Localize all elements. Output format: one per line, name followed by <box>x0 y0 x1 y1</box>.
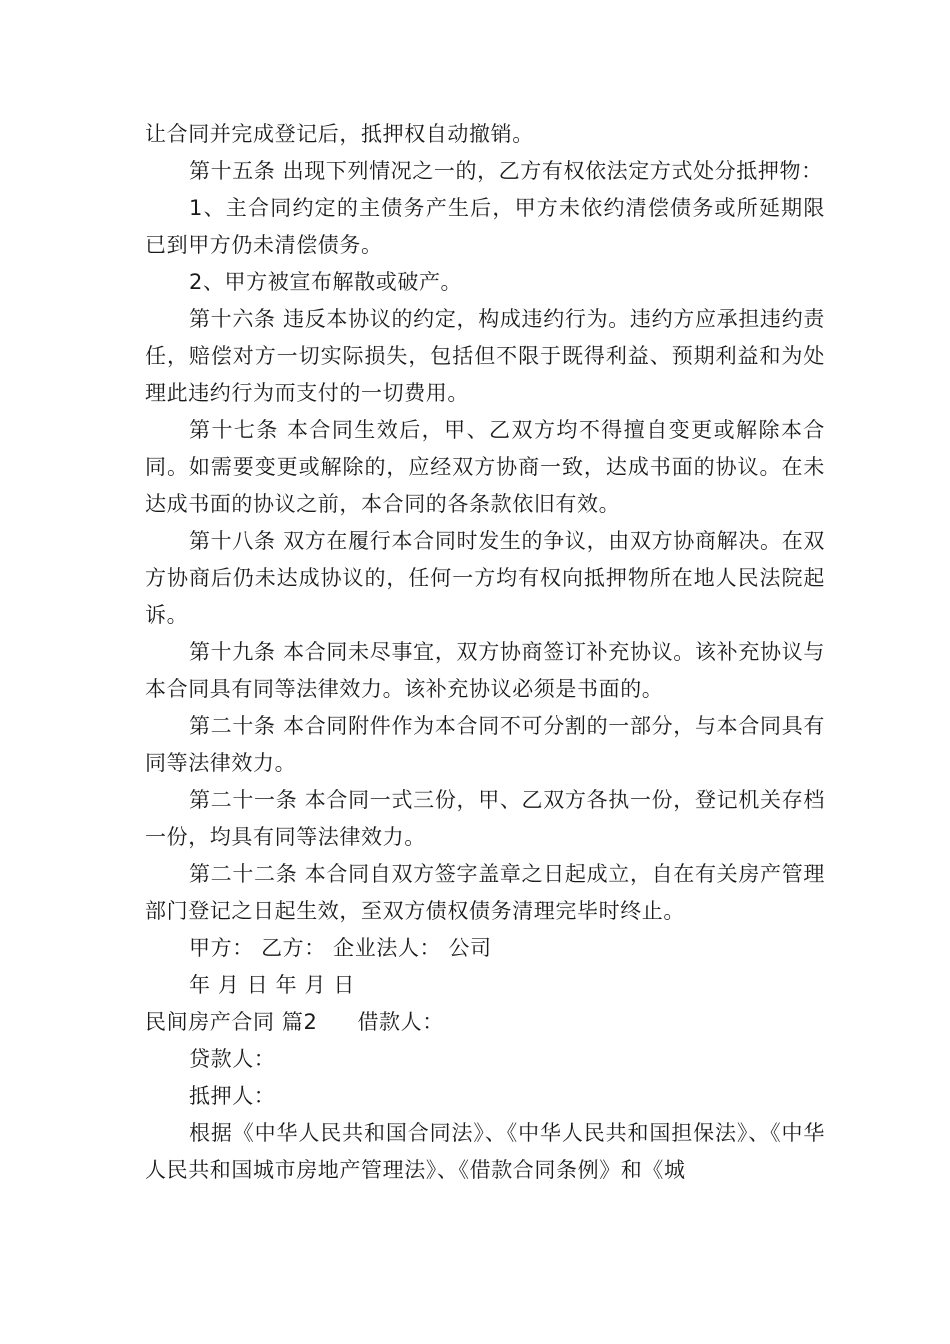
paragraph-article-21: 第二十一条 本合同一式三份，甲、乙双方各执一份，登记机关存档一份，均具有同等法律效力。 <box>145 788 825 849</box>
date-line: 年 月 日 年 月 日 <box>189 973 355 997</box>
paragraph-article-20: 第二十条 本合同附件作为本合同不可分割的一部分，与本合同具有同等法律效力。 <box>145 714 825 775</box>
section-heading-line <box>145 1004 825 1041</box>
paragraph-item-2: 2、甲方被宣布解散或破产。 <box>189 270 463 294</box>
paragraph-article-22: 第二十二条 本合同自双方签字盖章之日起成立，自在有关房产管理部门登记之日起生效，至双方债权债务清理完毕时终止。 <box>145 862 825 923</box>
paragraph-article-16: 第十六条 违反本协议的约定，构成违约行为。违约方应承担违约责任，赔偿对方一切实际损失，包括但不限于既得利益、预期利益和为处理此违约行为而支付的一切费用。 <box>145 307 825 405</box>
paragraph-continuation: 让合同并完成登记后，抵押权自动撤销。 <box>145 122 534 146</box>
paragraph-item-1: 1、主合同约定的主债务产生后，甲方未依约清偿债务或所延期限已到甲方仍未清偿债务。 <box>145 196 825 257</box>
lender-label: 贷款人： <box>189 1047 276 1071</box>
paragraph-legal-basis: 根据《中华人民共和国合同法》、《中华人民共和国担保法》、《中华人民共和国城市房地产管理法》、《借款合同条例》和《城 <box>145 1121 825 1182</box>
paragraph-article-15: 第十五条 出现下列情况之一的，乙方有权依法定方式处分抵押物： <box>189 159 823 183</box>
paragraph-article-18: 第十八条 双方在履行本合同时发生的争议，由双方协商解决。在双方协商后仍未达成协议的，任何一方均有权向抵押物所在地人民法院起诉。 <box>145 529 825 627</box>
signature-line: 甲方： 乙方： 企业法人： 公司 <box>189 936 492 960</box>
paragraph-article-17: 第十七条 本合同生效后，甲、乙双方均不得擅自变更或解除本合同。如需要变更或解除的，应经双方协商一致，达成书面的协议。在未达成书面的协议之前，本合同的各条款依旧有效。 <box>145 418 825 516</box>
borrower-label: 借款人： <box>357 1010 444 1034</box>
paragraph-article-19: 第十九条 本合同未尽事宜，双方协商签订补充协议。该补充协议与本合同具有同等法律效力。该补充协议必须是书面的。 <box>145 640 825 701</box>
mortgagor-label: 抵押人： <box>189 1084 276 1108</box>
section-title: 民间房产合同 篇2 <box>145 1010 318 1034</box>
document-body <box>145 116 825 1189</box>
